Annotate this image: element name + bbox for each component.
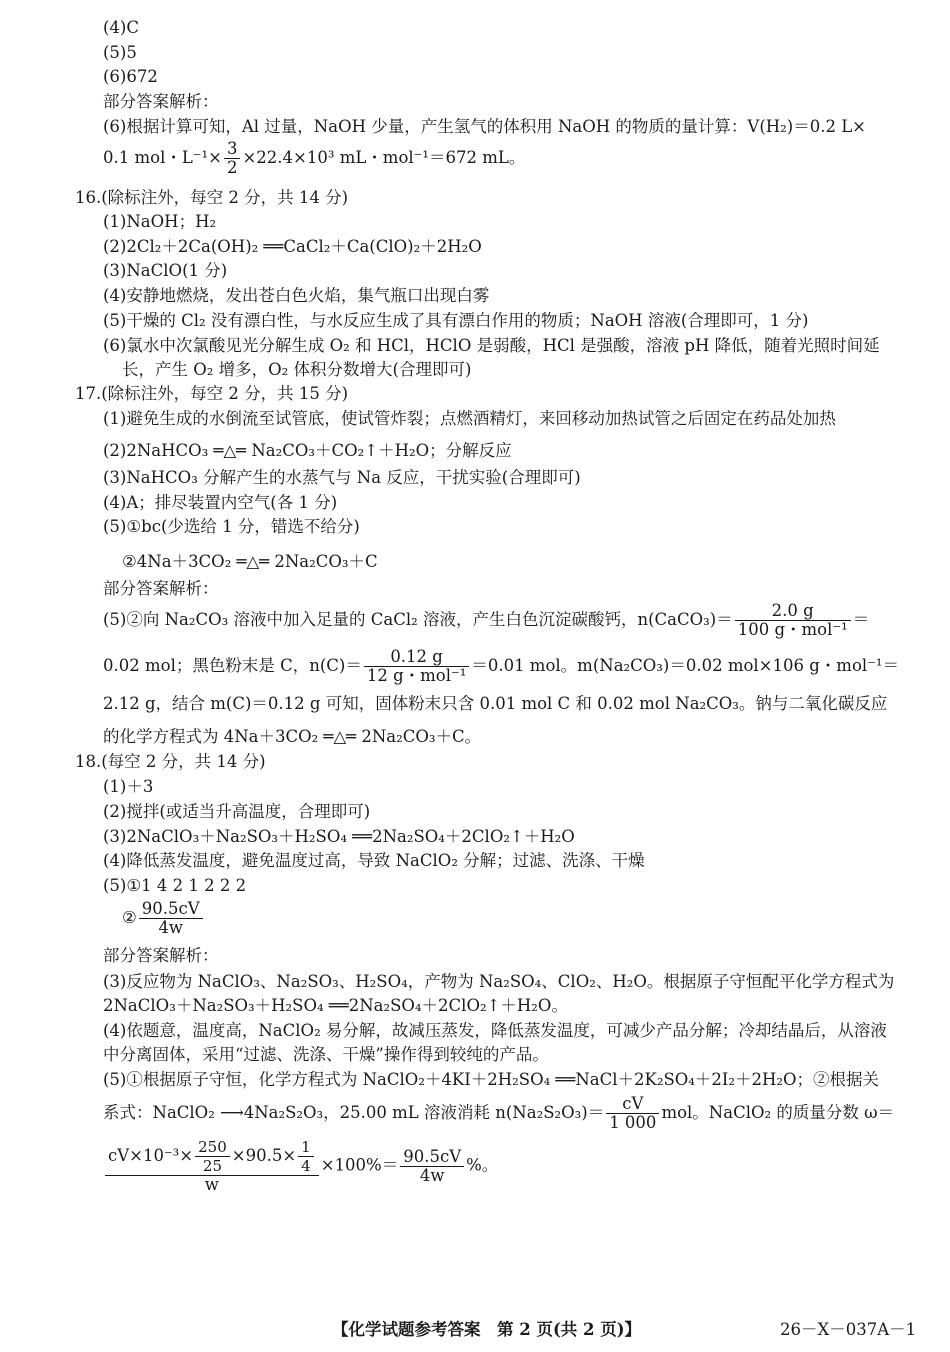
q18-explanation-5-line1: (5)①根据原子守恒，化学方程式为 NaClO₂＋4KI＋2H₂SO₄ ══NaCl＋2K₂SO₄＋2I₂＋2H₂O；②根据关	[103, 1070, 880, 1089]
q15-expl-part-b: ×22.4×10³ mL・mol⁻¹＝672 mL。	[242, 148, 526, 167]
q18-big-result	[400, 1148, 464, 1185]
q15-frac-den: 2	[226, 158, 238, 177]
q17-header: 17.(除标注外，每空 2 分，共 15 分)	[75, 384, 349, 403]
q16-answer-3: (3)NaClO(1 分)	[103, 261, 228, 280]
q18-big-denominator: w	[204, 1175, 219, 1194]
q15-explanation-line2	[103, 140, 525, 177]
q18-answer-3: (3)2NaClO₃＋Na₂SO₃＋H₂SO₄ ══2Na₂SO₄＋2ClO₂↑＋H₂O	[103, 827, 575, 846]
q16-answer-5: (5)干燥的 Cl₂ 没有漂白性，与水反应生成了具有漂白作用的物质；NaOH 溶液(合理即可，1 分)	[103, 311, 809, 330]
q18-big-f2-den: 4	[301, 1157, 311, 1175]
q16-answer-6-line1: (6)氯水中次氯酸见光分解生成 O₂ 和 HCl，HClO 是弱酸，HCl 是强酸，溶液 pH 降低，随着光照时间延	[103, 336, 880, 355]
q17-explanation-line2	[103, 648, 899, 685]
q18-explanation-3-line1: (3)反应物为 NaClO₃、Na₂SO₃、H₂SO₄，产物为 Na₂SO₄、ClO₂、H₂O。根据原子守恒配平化学方程式为	[103, 972, 895, 991]
q17-answer-1: (1)避免生成的水倒流至试管底，使试管炸裂；点燃酒精灯，来回移动加热试管之后固定在药品处加热	[103, 409, 836, 428]
q15-analysis-title: 部分答案解析：	[103, 92, 219, 111]
q18-answer-1: (1)＋3	[103, 777, 154, 796]
q16-answer-4: (4)安静地燃烧，发出苍白色火焰，集气瓶口出现白雾	[103, 286, 490, 305]
q18-mass-fraction-formula	[103, 1138, 498, 1194]
q18-expl5-part-a: 系式：NaClO₂ ⟶4Na₂S₂O₃，25.00 mL 溶液消耗 n(Na₂S₂O₃)＝	[103, 1103, 605, 1122]
q17-frac1-num: 2.0 g	[735, 602, 851, 621]
q17-expl1-part-b: ＝	[852, 610, 870, 629]
q17-frac1-den: 100 g・mol⁻¹	[737, 620, 848, 639]
q18-a52-num: 90.5cV	[139, 900, 203, 919]
q18-explanation-3-line2: 2NaClO₃＋Na₂SO₃＋H₂SO₄ ══2Na₂SO₄＋2ClO₂↑＋H₂O。	[103, 996, 568, 1015]
q18-answer-5-2	[122, 898, 205, 938]
q16-answer-2: (2)2Cl₂＋2Ca(OH)₂ ══CaCl₂＋Ca(ClO)₂＋2H₂O	[103, 237, 482, 256]
q17-answer-5-1: (5)①bc(少选给 1 分，错选不给分)	[103, 517, 360, 536]
q17-answer-2: (2)2NaHCO₃ ═△═ Na₂CO₃＋CO₂↑＋H₂O；分解反应	[103, 441, 512, 460]
q17-answer-5-2: ②4Na＋3CO₂ ═△═ 2Na₂CO₃＋C	[122, 552, 378, 571]
q18-a52-prefix: ②	[122, 908, 137, 927]
q17-explanation-line3: 2.12 g，结合 m(C)＝0.12 g 可知，固体粉末只含 0.01 mol C 和 0.02 mol Na₂CO₃。钠与二氧化碳反应	[103, 694, 888, 713]
q17-answer-4: (4)A；排尽装置内空气(各 1 分)	[103, 493, 338, 512]
q15-fraction	[224, 140, 241, 177]
q18-big-num-a: cV×10⁻³×	[108, 1146, 194, 1165]
q18-big-f1	[195, 1138, 230, 1175]
q18-a52-fraction	[139, 900, 203, 937]
q15-frac-num: 3	[224, 140, 241, 159]
q17-expl2-part-b: ＝0.01 mol。m(Na₂CO₃)＝0.02 mol×106 g・mol⁻¹＝	[471, 656, 899, 675]
q18-a52-den: 4w	[158, 918, 184, 937]
q16-answer-1: (1)NaOH；H₂	[103, 212, 217, 231]
q18-big-f2	[298, 1138, 314, 1175]
footer-code: 26－X－037A－1	[780, 1320, 917, 1339]
q18-big-f2-num: 1	[298, 1138, 314, 1157]
q18-big-numerator	[105, 1138, 319, 1176]
q18-big-num-b: ×90.5×	[231, 1146, 297, 1165]
q18-answer-5-1: (5)①1 4 2 1 2 2 2	[103, 876, 247, 895]
q18-explanation-5-line2	[103, 1093, 894, 1133]
q18-expl5-den: 1 000	[609, 1113, 657, 1132]
q17-explanation-line1	[103, 602, 869, 639]
q17-frac2-num: 0.12 g	[364, 648, 469, 667]
q18-answer-2: (2)搅拌(或适当升高温度，合理即可)	[103, 802, 371, 821]
q18-big-f1-num: 250	[195, 1138, 230, 1157]
q18-explanation-4-line2: 中分离固体，采用“过滤、洗涤、干燥”操作得到较纯的产品。	[103, 1045, 549, 1064]
q18-big-tail-b: %。	[466, 1155, 499, 1175]
q17-fraction-caco3	[735, 602, 851, 639]
q15-expl-part-a: 0.1 mol・L⁻¹×	[103, 148, 222, 167]
q16-answer-6-line2: 长，产生 O₂ 增多，O₂ 体积分数增大(合理即可)	[122, 360, 472, 379]
q17-answer-3: (3)NaHCO₃ 分解产生的水蒸气与 Na 反应，干扰实验(合理即可)	[103, 468, 581, 487]
q15-answer-6: (6)672	[103, 67, 158, 86]
q17-frac2-den: 12 g・mol⁻¹	[366, 666, 467, 685]
q18-analysis-title: 部分答案解析：	[103, 946, 219, 965]
q17-expl2-part-a: 0.02 mol；黑色粉末是 C，n(C)＝	[103, 656, 362, 675]
q18-big-tail-a: ×100%＝	[320, 1155, 399, 1175]
q18-big-fraction	[105, 1138, 319, 1194]
q17-analysis-title: 部分答案解析：	[103, 579, 219, 598]
q16-header: 16.(除标注外，每空 2 分，共 14 分)	[75, 188, 349, 207]
q17-expl1-part-a: (5)②向 Na₂CO₃ 溶液中加入足量的 CaCl₂ 溶液，产生白色沉淀碳酸钙，n(CaCO₃)＝	[103, 610, 733, 629]
q15-explanation-line1: (6)根据计算可知，Al 过量，NaOH 少量，产生氢气的体积用 NaOH 的物质的量计算：V(H₂)＝0.2 L×	[103, 117, 866, 136]
q18-expl5-num: cV	[606, 1095, 659, 1114]
q18-expl5-part-b: mol。NaClO₂ 的质量分数 ω＝	[661, 1103, 895, 1122]
q18-header: 18.(每空 2 分，共 14 分)	[75, 752, 266, 771]
q18-big-res-den: 4w	[419, 1165, 445, 1185]
q18-big-res-num: 90.5cV	[400, 1148, 464, 1167]
q15-answer-4: (4)C	[103, 18, 139, 37]
q15-answer-5: (5)5	[103, 43, 137, 62]
footer-title: 【化学试题参考答案 第 2 页(共 2 页)】	[332, 1320, 642, 1339]
q18-answer-4: (4)降低蒸发温度，避免温度过高，导致 NaClO₂ 分解；过滤、洗涤、干燥	[103, 851, 645, 870]
q17-fraction-c	[364, 648, 469, 685]
q18-big-f1-den: 25	[202, 1157, 222, 1175]
q18-explanation-4-line1: (4)依题意，温度高，NaClO₂ 易分解，故减压蒸发，降低蒸发温度，可减少产品分解；冷却结晶后，从溶液	[103, 1021, 887, 1040]
q17-explanation-line4: 的化学方程式为 4Na＋3CO₂ ═△═ 2Na₂CO₃＋C。	[103, 727, 482, 746]
q18-expl5-fraction	[606, 1095, 659, 1132]
